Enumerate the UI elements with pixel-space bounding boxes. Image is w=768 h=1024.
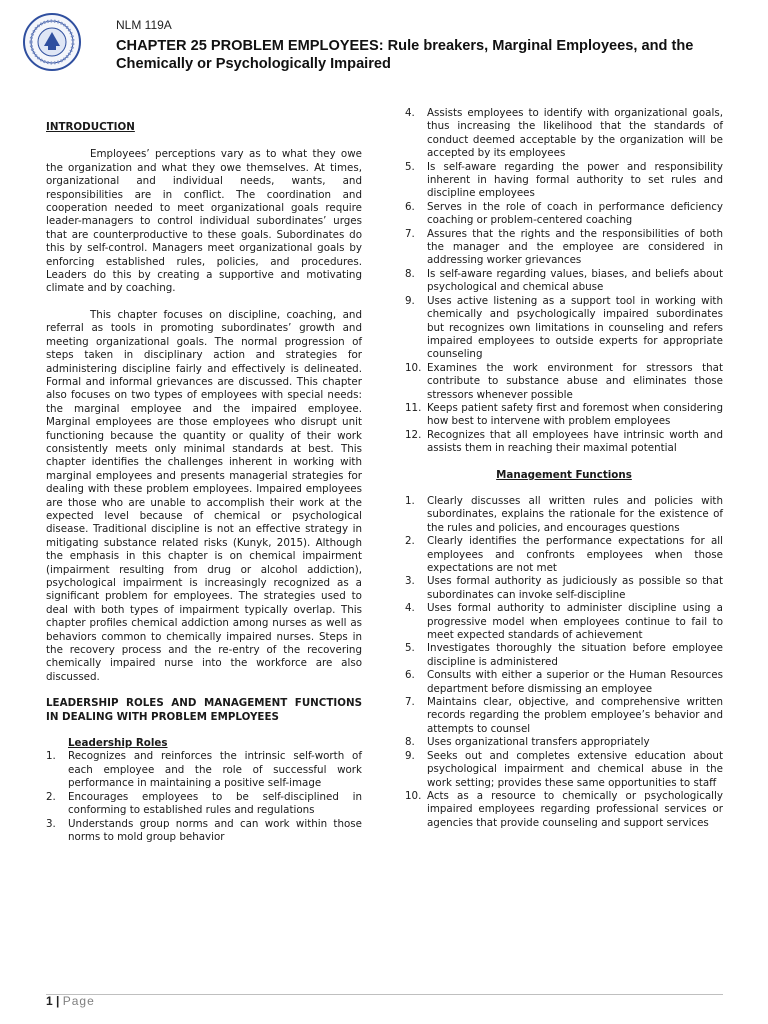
right-column bbox=[405, 107, 723, 830]
list-item: 1. Clearly discusses all written rules and policies with subordinates, explains the rationale for the existence of the rules and policies, and encourages questions bbox=[405, 494, 723, 534]
page-label: Page bbox=[62, 994, 95, 1008]
intro-paragraph-1: Employees’ perceptions vary as to what they owe the organization and what they owe themselves. At times, organizational and individual needs, wants, and responsibilities are in conflict. The coordination and cooperation needed to meet organizational goals require leader-managers to control individual subordinates’ urges that are counterproductive to these goals. Subordinates do this by self-control. Managers meet organizational goals by enforcing established rules, policies, and procedures. Leaders do this by creating a supportive and motivating climate and by coaching. bbox=[46, 148, 362, 295]
list-item: 3. Understands group norms and can work within those norms to mold group behavior bbox=[46, 817, 362, 843]
list-item: 12. Recognizes that all employees have intrinsic worth and assists them in reaching their maximal potential bbox=[405, 428, 723, 455]
chapter-title: CHAPTER 25 PROBLEM EMPLOYEES: Rule breakers, Marginal Employees, and the Chemically or Psychologically Impaired bbox=[116, 38, 694, 72]
page-footer bbox=[46, 994, 95, 1008]
list-item: 9. Seeks out and completes extensive education about psychological impairment and chemical abuse in the work setting; provides these same opportunities to staff bbox=[405, 749, 723, 789]
list-item: 5. Is self-aware regarding the power and responsibility inherent in having formal authority to set rules and discipline employees bbox=[405, 160, 723, 200]
list-item: 10. Acts as a resource to chemically or psychologically impaired employees regarding professional services or agencies that provide counseling and support services bbox=[405, 789, 723, 829]
list-item: 8. Uses organizational transfers appropriately bbox=[405, 736, 650, 749]
list-item: 4. Assists employees to identify with organizational goals, thus increasing the likelihood that the standards of conduct deemed acceptable by the organization will be accepted by its employees bbox=[405, 107, 723, 160]
leadership-roles-heading: Leadership Roles bbox=[68, 737, 168, 750]
list-item: 7. Assures that the rights and the responsibilities of both the manager and the employee are considered in addressing worker grievances bbox=[405, 227, 723, 267]
page-separator: | bbox=[56, 994, 60, 1008]
list-item: 2. Encourages employees to be self-disciplined in conforming to established rules and regulations bbox=[46, 790, 362, 817]
course-code: NLM 119A bbox=[116, 18, 172, 32]
management-functions-heading: Management Functions bbox=[496, 468, 632, 481]
list-item: 2. Clearly identifies the performance expectations for all employees and confronts employees when those expectations are not met bbox=[405, 535, 723, 574]
list-item: 10. Examines the work environment for stressors that contribute to substance abuse and eliminates those stressors whenever possible bbox=[405, 361, 723, 401]
management-functions-list bbox=[405, 495, 723, 830]
list-item: 9. Uses active listening as a support tool in working with chemically and psychologically impaired subordinates but recognizes own limitations in counseling and refers impaired employees to outside experts for appropriate counseling bbox=[405, 294, 723, 361]
list-item: 1. Recognizes and reinforces the intrinsic self-worth of each employee and the role of successful work performance in maintaining a positive self-image bbox=[46, 750, 362, 790]
intro-paragraph-2: This chapter focuses on discipline, coaching, and referral as tools in promoting subordinates’ growth and meeting organizational goals. The normal progression of steps taken in disciplinary action and strategies for administering discipline fairly and effectively is delineated. Formal and informal grievances are discussed. This chapter also focuses on two types of employees with special needs: the marginal employee and the impaired employee. Marginal employees are those employees who disrupt unit functioning because the quantity or quality of their work consistently meets only minimal standards at best. This chapter identifies the challenges inherent in working with marginal employees and presents managerial strategies for dealing with these problem employees. Impaired employees are those who are unable to accomplish their work at the expected level because of chemical or psychological disease. Traditional discipline is not an effective strategy in mitigating substance related risks (Kunyk, 2015). Although the emphasis in this chapter is on chemical impairment (impairment resulting from drug or alcohol addiction), psychological impairment is increasingly recognized as a significant problem for employees. The strategies used to deal with both types of impairment typically overlap. This chapter profiles chemical addiction among nurses as well as behaviors common to chemically impaired nurses. Steps in the recovery process and the re-entry of the recovering chemically impaired nurse into the workforce are also discussed. bbox=[46, 308, 362, 683]
list-item: 11. Keeps patient safety first and foremost when considering how best to intervene with problem employees bbox=[405, 401, 723, 428]
page-number: 1 bbox=[46, 994, 53, 1008]
left-column bbox=[46, 110, 362, 844]
introduction-heading: INTRODUCTION bbox=[46, 121, 135, 133]
list-item: 8. Is self-aware regarding values, biases, and beliefs about psychological and chemical abuse bbox=[405, 267, 723, 294]
leadership-roles-list-part1 bbox=[46, 750, 362, 844]
list-item: 4. Uses formal authority to administer discipline using a progressive model when employees continue to fail to meet expected standards of achievement bbox=[405, 602, 723, 642]
list-item: 5. Investigates thoroughly the situation before employee discipline is administered bbox=[405, 642, 723, 668]
university-seal-logo bbox=[22, 12, 82, 72]
roles-functions-heading: LEADERSHIP ROLES AND MANAGEMENT FUNCTIONS IN DEALING WITH PROBLEM EMPLOYEES bbox=[46, 697, 362, 723]
list-item: 7. Maintains clear, objective, and comprehensive written records regarding the problem employee’s behavior and attempts to counsel bbox=[405, 696, 723, 735]
list-item: 6. Consults with either a superior or the Human Resources department before dismissing an employee bbox=[405, 669, 723, 695]
list-item: 6. Serves in the role of coach in performance deficiency coaching or problem-centered coaching bbox=[405, 200, 723, 227]
leadership-roles-list-part2 bbox=[405, 107, 723, 456]
list-item: 3. Uses formal authority as judiciously as possible so that subordinates can invoke self-discipline bbox=[405, 575, 723, 601]
footer-divider bbox=[46, 994, 723, 995]
